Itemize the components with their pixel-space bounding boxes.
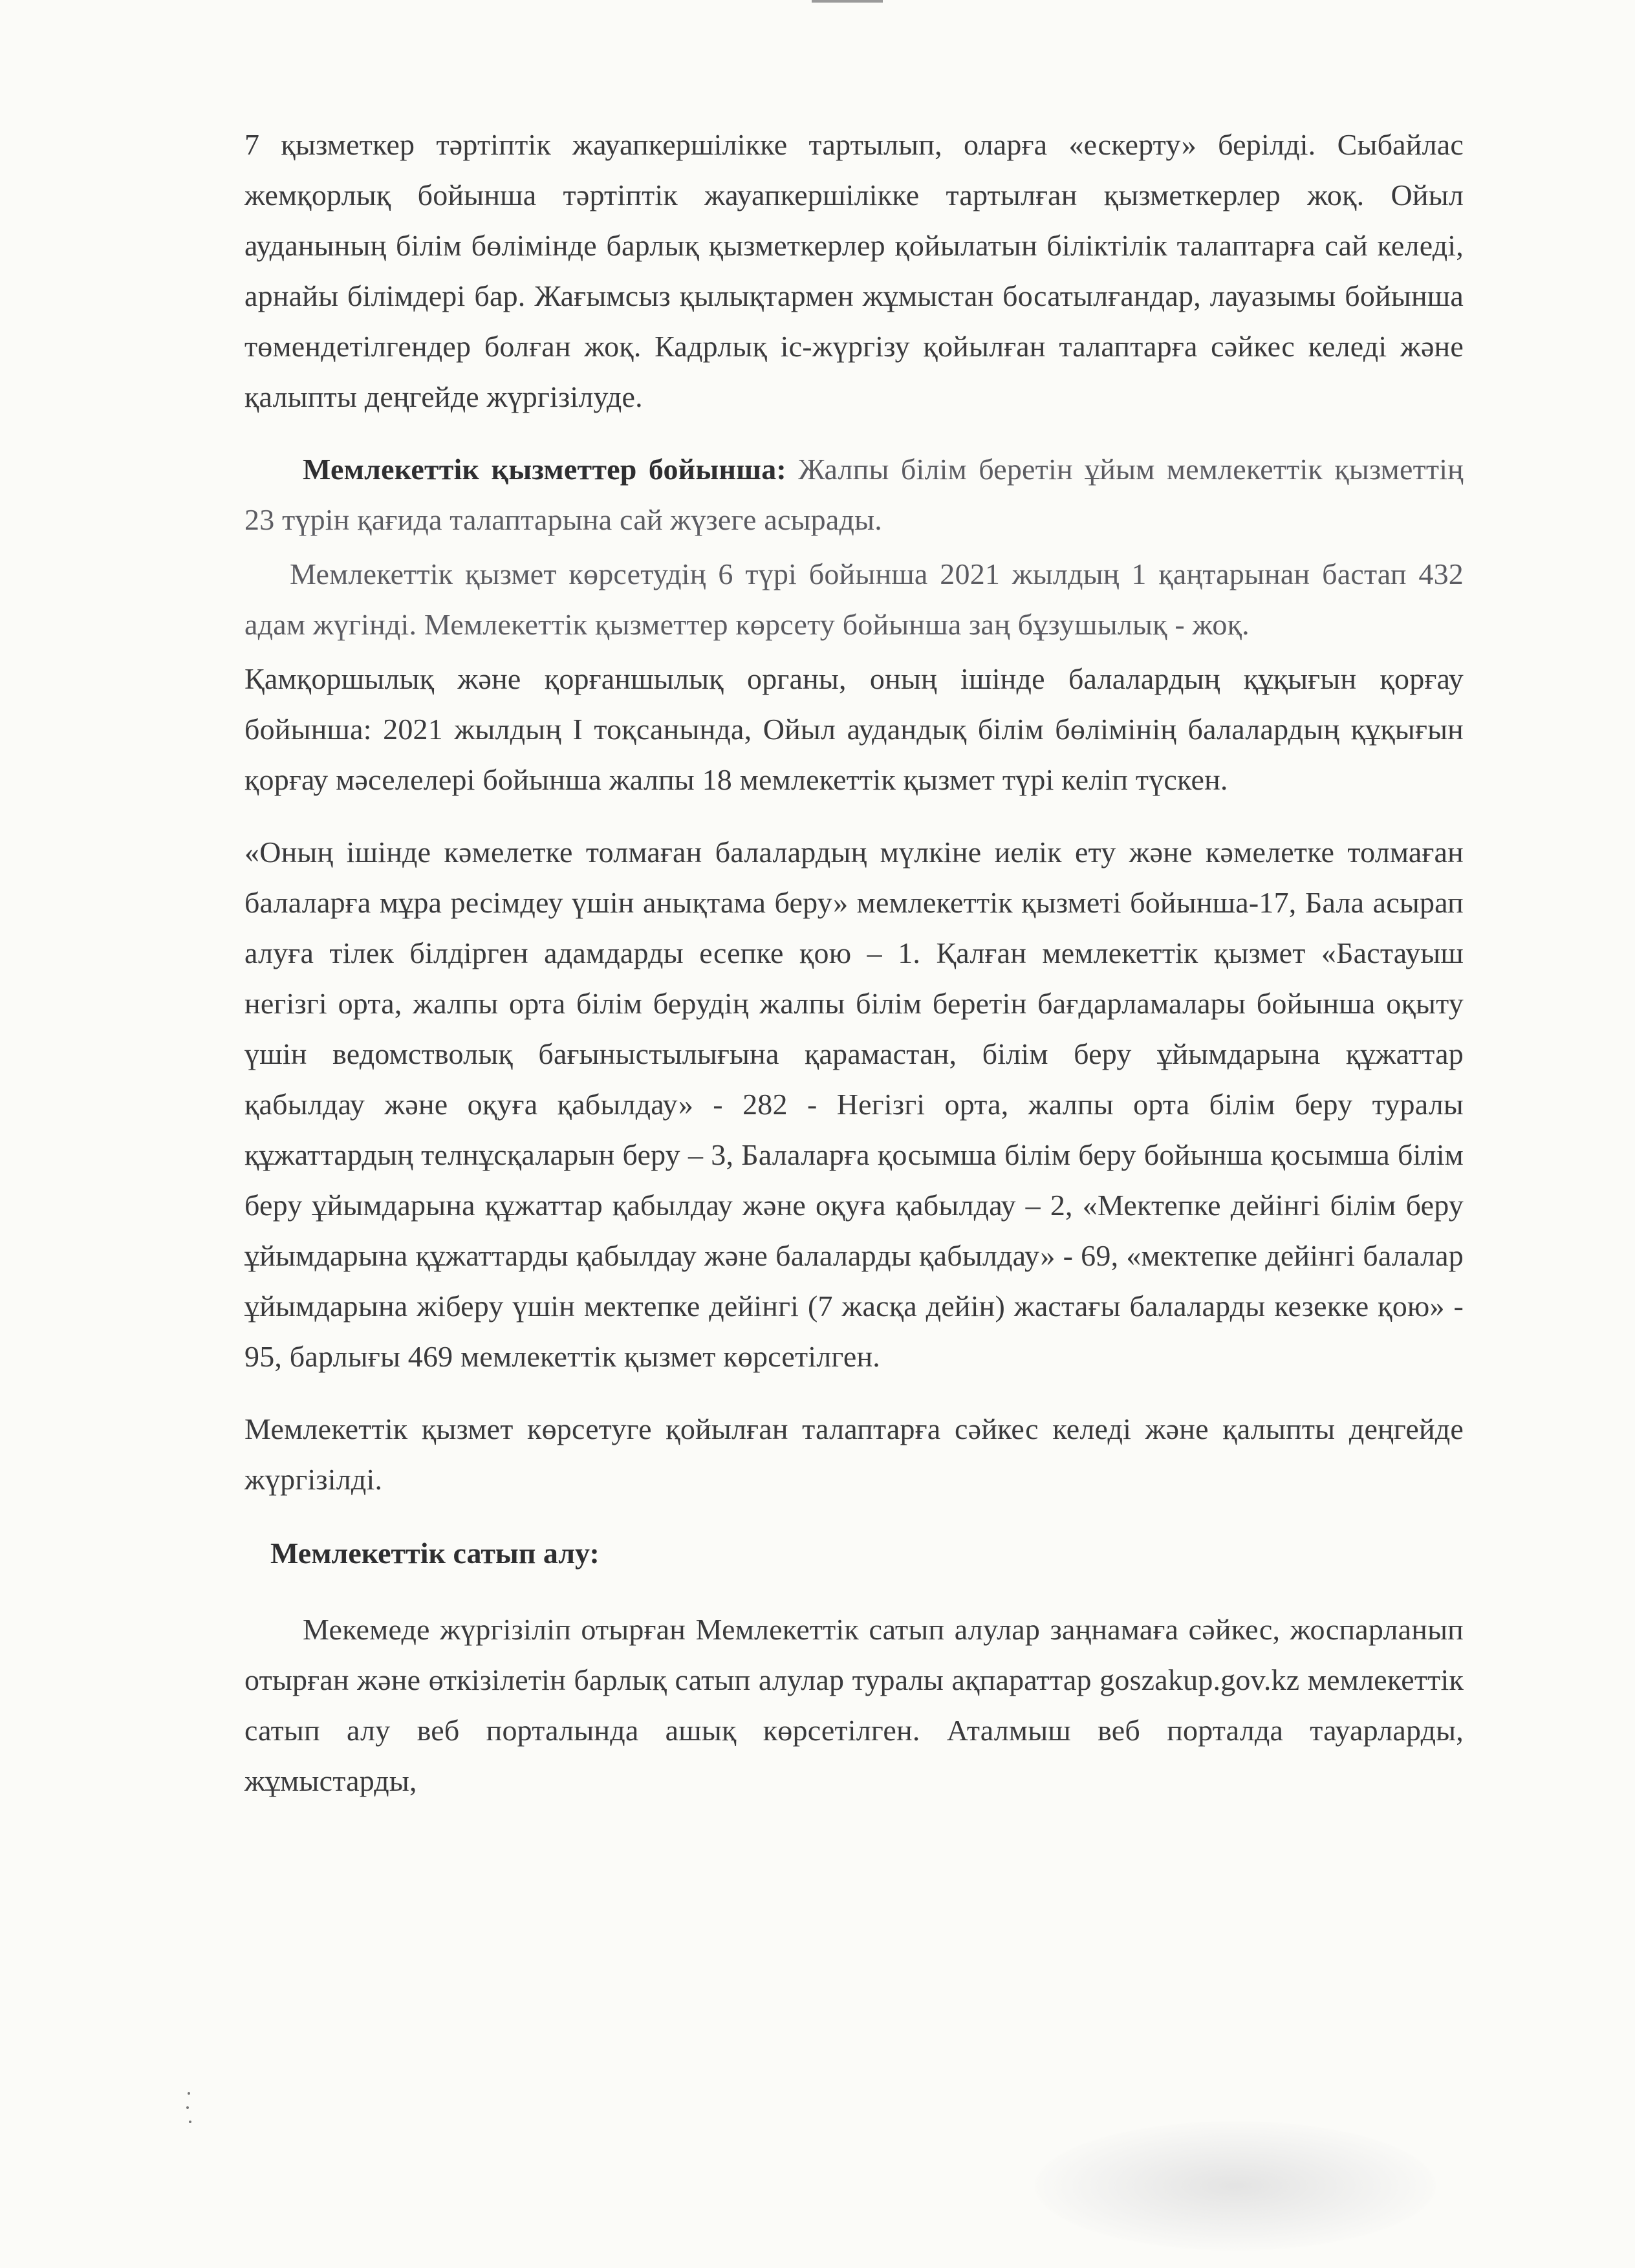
section-heading-procurement: Мемлекеттік сатып алу: — [270, 1537, 600, 1570]
paragraph-service-requests: Мемлекеттік қызмет көрсетудің 6 түрі бойынша 2021 жылдың 1 қаңтарынан бастап 432 адам жүгінді. Мемлекеттік қызметтер көрсету бойынша заң бұзушылық - жоқ. — [244, 557, 1464, 641]
paragraph-disciplinary: 7 қызметкер тәртіптік жауапкершілікке тартылып, оларға «ескерту» берілді. Сыбайлас жемқорлық бойынша тәртіптік жауапкершілікке тартылған қызметкерлер жоқ. Ойыл ауданының білім бөлімінде барлық қызметкерлер қойылатын біліктілік талаптарға сай келеді, арнайы білімдері бар. Жағымсыз қылықтармен жұмыстан босатылғандар, лауазымы бойынша төмендетілгендер болған жоқ. Кадрлық іс-жүргізу қойылған талаптарға сәйкес келеді және қалыпты деңгейде жүргізілуде. — [244, 128, 1464, 413]
paragraph-compliance: Мемлекеттік қызмет көрсетуге қойылған талаптарға сәйкес келеді және қалыпты деңгейде жүргізілді. — [244, 1412, 1464, 1496]
paragraph-guardianship: Қамқоршылық және қорғаншылық органы, оның ішінде балалардың құқығын қорғау бойынша: 2021 жылдың I тоқсанында, Ойыл аудандық білім бөлімінің балалардың құқығын қорғау мәселелері бойынша жалпы 18 мемлекеттік қызмет түрі келіп түскен. — [244, 662, 1464, 796]
paragraph-procurement: Мекемеде жүргізіліп отырған Мемлекеттік сатып алулар заңнамаға сәйкес, жоспарланып отырған және өткізілетін барлық сатып алулар туралы ақпараттар goszakup.gov.kz мемлекеттік сатып алу веб порталында ашық көрсетілген. Аталмыш веб порталда тауарларды, жұмыстарды, — [244, 1613, 1464, 1797]
public-services-label: Мемлекеттік қызметтер бойынша: — [303, 453, 786, 486]
document-page — [244, 120, 1464, 1828]
scan-smudge — [1035, 2121, 1436, 2251]
scan-dots — [186, 2092, 193, 2124]
paragraph-public-services — [244, 444, 1464, 545]
public-services-text: Жалпы білім беретін ұйым мемлекеттік қызметтің 23 түрін қағида талаптарына сай жүзеге асырады. — [244, 453, 1464, 536]
scan-top-mark — [812, 0, 883, 3]
paragraph-service-breakdown: «Оның ішінде кәмелетке толмаған балалардың мүлкіне иелік ету және кәмелетке толмаған балаларға мұра ресімдеу үшін анықтама беру» мемлекеттік қызметі бойынша-17, Бала асырап алуға тілек білдірген адамдарды есепке қою – 1. Қалған мемлекеттік қызмет «Бастауыш негізгі орта, жалпы орта білім берудің жалпы білім беретін бағдарламалары бойынша оқыту үшін ведомстволық бағыныстылығына қарамастан, білім беру ұйымдарына құжаттар қабылдау және оқуға қабылдау» - 282 - Негізгі орта, жалпы орта білім беру туралы құжаттардың телнұсқаларын беру – 3, Балаларға қосымша білім беру бойынша қосымша білім беру ұйымдарына құжаттар қабылдау және оқуға қабылдау – 2, «Мектепке дейінгі білім беру ұйымдарына құжаттарды қабылдау және балаларды қабылдау» - 69, «мектепке дейінгі балалар ұйымдарына жіберу үшін мектепке дейінгі (7 жасқа дейін) жастағы балаларды кезекке қою» - 95, барлығы 469 мемлекеттік қызмет көрсетілген. — [244, 836, 1464, 1373]
